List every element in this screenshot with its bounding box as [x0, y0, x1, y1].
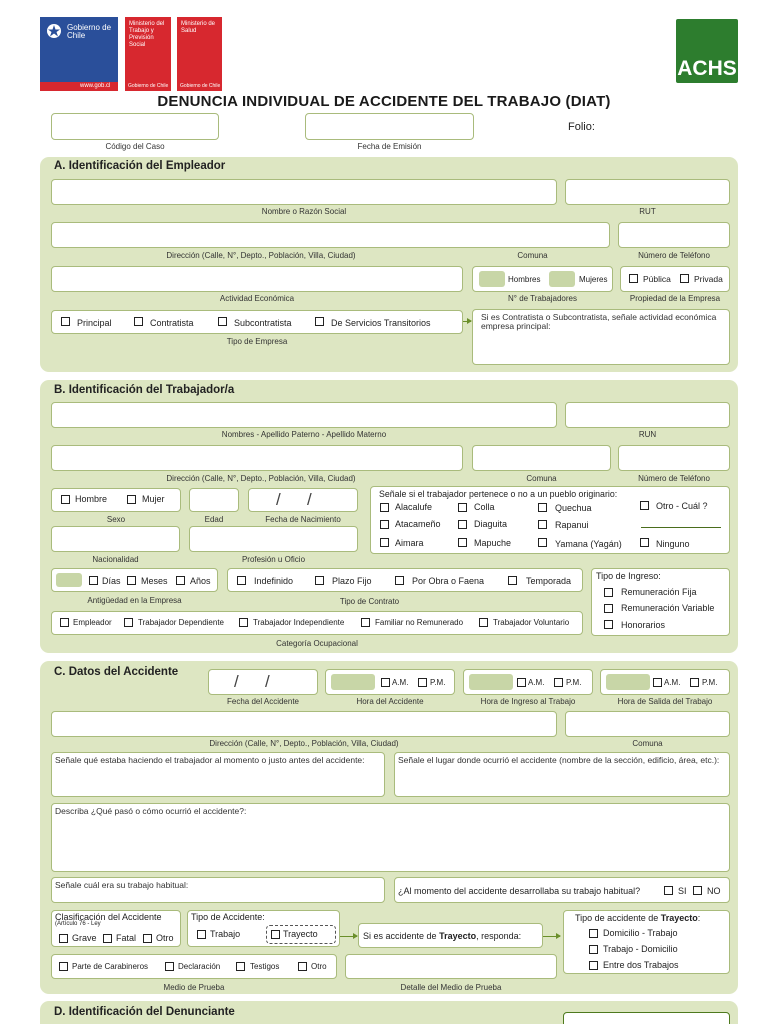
trabajo-text: Ministerio del Trabajo y Previsión Social	[129, 21, 165, 48]
indefinido-label: Indefinido	[254, 576, 294, 586]
familiar-checkbox[interactable]	[361, 618, 370, 627]
carabineros-label: Parte de Carabineros	[72, 962, 149, 971]
trayecto-label: Trayecto	[283, 929, 318, 939]
otro-medio-checkbox[interactable]	[298, 962, 307, 971]
section-d-heading: D. Identificación del Denunciante	[54, 1006, 235, 1018]
hora-ingreso-pm-checkbox[interactable]	[554, 678, 563, 687]
categoria-label: Categoría Ocupacional	[276, 638, 358, 648]
actividad-principal-note: Si es Contratista o Subcontratista, señale actividad económica empresa principal:	[481, 312, 717, 331]
testigos-checkbox[interactable]	[236, 962, 245, 971]
hombre-checkbox[interactable]	[61, 495, 70, 504]
entre-trabajos-checkbox[interactable]	[589, 961, 598, 970]
meses-checkbox[interactable]	[127, 576, 136, 585]
hombres-label: Hombres	[508, 275, 541, 284]
fatal-checkbox[interactable]	[103, 934, 112, 943]
carabineros-checkbox[interactable]	[59, 962, 68, 971]
profesion-field[interactable]	[189, 526, 358, 552]
fecha-emision-field[interactable]	[305, 113, 474, 140]
section-a-heading: A. Identificación del Empleador	[54, 160, 226, 172]
ministerio-salud-logo	[177, 17, 222, 91]
describa-label: Describa ¿Qué pasó o cómo ocurrió el accidente?:	[55, 806, 247, 816]
quechua-checkbox[interactable]	[538, 503, 547, 512]
hora-salida-input[interactable]	[606, 674, 650, 690]
profesion-label: Profesión u Oficio	[241, 554, 306, 564]
hombre-label: Hombre	[75, 494, 108, 504]
colla-checkbox[interactable]	[458, 503, 467, 512]
no-label: NO	[707, 886, 721, 896]
honorarios-checkbox[interactable]	[604, 620, 613, 629]
yamana-label: Yamana (Yagán)	[555, 539, 622, 549]
ministerio-trabajo-logo	[125, 17, 171, 91]
comuna-trabajador-label: Comuna	[526, 473, 557, 483]
fecha-accidente-label: Fecha del Accidente	[227, 696, 299, 706]
mujeres-input[interactable]	[549, 271, 575, 287]
obra-checkbox[interactable]	[395, 576, 404, 585]
hora-salida-am-checkbox[interactable]	[653, 678, 662, 687]
comuna-trabajador-field[interactable]	[472, 445, 611, 471]
direccion-empleador-label: Dirección (Calle, N°, Depto., Población, Villa, Ciudad)	[166, 250, 356, 260]
subcontratista-checkbox[interactable]	[218, 317, 227, 326]
antiguedad-input[interactable]	[56, 573, 82, 587]
dependiente-checkbox[interactable]	[124, 618, 133, 627]
principal-label: Principal	[77, 318, 112, 328]
voluntario-label: Trabajador Voluntario	[493, 618, 570, 627]
telefono-empleador-label: Número de Teléfono	[638, 250, 710, 260]
medio-prueba-label: Medio de Prueba	[163, 982, 225, 992]
pm-label-3: P.M.	[702, 678, 718, 687]
otro-pueblo-checkbox[interactable]	[640, 501, 649, 510]
pm-label-1: P.M.	[430, 678, 446, 687]
codigo-caso-label: Código del Caso	[105, 141, 165, 151]
direccion-trabajador-label: Dirección (Calle, N°, Depto., Población, Villa, Ciudad)	[166, 473, 356, 483]
entre-trabajos-label: Entre dos Trabajos	[603, 960, 679, 970]
dias-label: Días	[102, 576, 121, 586]
tipo-contrato-label: Tipo de Contrato	[339, 596, 400, 606]
hora-ingreso-input[interactable]	[469, 674, 513, 690]
dependiente-label: Trabajador Dependiente	[138, 618, 224, 627]
anos-label: Años	[190, 576, 211, 586]
habitual-label: Señale cuál era su trabajo habitual:	[55, 880, 189, 890]
declaracion-checkbox[interactable]	[165, 962, 174, 971]
alacalufe-label: Alacalufe	[395, 502, 433, 512]
independiente-label: Trabajador Independiente	[253, 618, 345, 627]
testigos-label: Testigos	[250, 962, 280, 971]
mujeres-label: Mujeres	[579, 275, 608, 284]
codigo-caso-field[interactable]	[51, 113, 219, 140]
privada-checkbox[interactable]	[680, 274, 689, 283]
anos-checkbox[interactable]	[176, 576, 185, 585]
nombres-trabajador-field[interactable]	[51, 402, 557, 428]
mujer-label: Mujer	[142, 494, 165, 504]
obra-label: Por Obra o Faena	[412, 576, 485, 586]
hora-ingreso-am-checkbox[interactable]	[517, 678, 526, 687]
gobierno-logo	[40, 17, 118, 91]
comuna-accidente-field[interactable]	[565, 711, 730, 737]
gob-url: www.gob.cl	[80, 83, 111, 89]
nombres-label: Nombres - Apellido Paterno - Apellido Materno	[221, 429, 387, 439]
salud-sub: Gobierno de Chile	[180, 83, 221, 89]
colla-label: Colla	[474, 502, 495, 512]
comuna-empleador-label: Comuna	[517, 250, 548, 260]
trabajo-sub: Gobierno de Chile	[128, 83, 169, 89]
trayecto-checkbox[interactable]	[271, 930, 280, 939]
hora-accidente-pm-checkbox[interactable]	[418, 678, 427, 687]
hora-accidente-label: Hora del Accidente	[356, 696, 424, 706]
clasificacion-label: Clasificación del Accidente	[55, 912, 162, 922]
hora-accidente-am-checkbox[interactable]	[381, 678, 390, 687]
nacimiento-label: Fecha de Nacimiento	[265, 514, 341, 524]
chile-emblem-icon	[44, 22, 64, 40]
run-label: RUN	[638, 429, 657, 439]
mapuche-label: Mapuche	[474, 538, 512, 548]
meses-label: Meses	[141, 576, 168, 586]
principal-checkbox[interactable]	[61, 317, 70, 326]
honorarios-label: Honorarios	[621, 620, 666, 630]
aimara-label: Aimara	[395, 538, 424, 548]
tipo-empresa-label: Tipo de Empresa	[226, 336, 288, 346]
plazo-fijo-checkbox[interactable]	[315, 576, 324, 585]
contratista-checkbox[interactable]	[134, 317, 143, 326]
privada-label: Privada	[694, 274, 723, 284]
familiar-label: Familiar no Remunerado	[375, 618, 464, 627]
n-trabajadores-label: N° de Trabajadores	[508, 293, 577, 303]
pueblo-question: Señale si el trabajador pertenece o no a un pueblo originario:	[379, 489, 618, 499]
achs-text: ACHS	[677, 57, 737, 80]
am-label-2: A.M.	[528, 678, 545, 687]
salud-text: Ministerio de Salud	[181, 21, 216, 34]
si-label: SI	[678, 886, 687, 896]
fecha-emision-label: Fecha de Emisión	[357, 141, 422, 151]
antiguedad-label: Antigüedad en la Empresa	[87, 595, 182, 605]
direccion-trabajador-field[interactable]	[51, 445, 463, 471]
hora-ingreso-label: Hora de Ingreso al Trabajo	[480, 696, 576, 706]
rem-fija-label: Remuneración Fija	[621, 587, 697, 597]
atacameno-label: Atacameño	[395, 519, 441, 529]
rut-field[interactable]	[565, 179, 730, 205]
fatal-label: Fatal	[116, 933, 137, 943]
si-trayecto-label: Si es accidente de Trayecto, responda:	[363, 931, 522, 941]
run-field[interactable]	[565, 402, 730, 428]
page-title: DENUNCIA INDIVIDUAL DE ACCIDENTE DEL TRABAJO (DIAT)	[157, 93, 611, 110]
telefono-trabajador-field[interactable]	[618, 445, 730, 471]
trabajo-checkbox[interactable]	[197, 930, 206, 939]
mujer-checkbox[interactable]	[127, 495, 136, 504]
edad-field[interactable]	[189, 488, 239, 512]
plazo-fijo-label: Plazo Fijo	[332, 576, 372, 586]
rem-variable-label: Remuneración Variable	[621, 603, 715, 613]
am-label-1: A.M.	[392, 678, 409, 687]
tipo-trayecto-label: Tipo de accidente de Trayecto:	[575, 913, 701, 923]
hora-accidente-input[interactable]	[331, 674, 375, 690]
propiedad-label: Propiedad de la Empresa	[629, 293, 721, 303]
otro-clasif-checkbox[interactable]	[143, 934, 152, 943]
gobierno-text: Gobierno de Chile	[67, 23, 112, 40]
alacalufe-checkbox[interactable]	[380, 503, 389, 512]
section-d-field[interactable]	[563, 1012, 730, 1024]
otro-clasif-label: Otro	[156, 933, 174, 943]
otro-medio-label: Otro	[311, 962, 327, 971]
fecha-accidente-field[interactable]	[208, 669, 318, 695]
grave-label: Grave	[72, 933, 97, 943]
nacionalidad-label: Nacionalidad	[92, 554, 139, 564]
quechua-label: Quechua	[555, 503, 592, 513]
transitorios-checkbox[interactable]	[315, 317, 324, 326]
telefono-empleador-field[interactable]	[618, 222, 730, 248]
trabajo-label: Trabajo	[210, 929, 241, 939]
temporada-label: Temporada	[526, 576, 572, 586]
diaguita-label: Diaguita	[474, 519, 508, 529]
razon-social-field[interactable]	[51, 179, 557, 205]
achs-logo	[676, 19, 738, 83]
subcontratista-label: Subcontratista	[234, 318, 292, 328]
dom-trab-label: Domicilio - Trabajo	[603, 928, 678, 938]
declaracion-label: Declaración	[178, 962, 221, 971]
no-checkbox[interactable]	[693, 886, 702, 895]
hora-salida-label: Hora de Salida del Trabajo	[617, 696, 713, 706]
hombres-input[interactable]	[479, 271, 505, 287]
empleador-label: Empleador	[73, 618, 112, 627]
grave-checkbox[interactable]	[59, 934, 68, 943]
razon-social-label: Nombre o Razón Social	[261, 206, 347, 216]
si-checkbox[interactable]	[664, 886, 673, 895]
telefono-trabajador-label: Número de Teléfono	[638, 473, 710, 483]
ninguno-label: Ninguno	[656, 539, 690, 549]
hora-salida-pm-checkbox[interactable]	[690, 678, 699, 687]
tipo-ingreso-label: Tipo de Ingreso:	[596, 571, 661, 581]
aimara-checkbox[interactable]	[380, 538, 389, 547]
temporada-checkbox[interactable]	[508, 576, 517, 585]
ninguno-checkbox[interactable]	[640, 538, 649, 547]
nacimiento-field[interactable]	[248, 488, 358, 512]
diaguita-checkbox[interactable]	[458, 520, 467, 529]
dias-checkbox[interactable]	[89, 576, 98, 585]
indefinido-checkbox[interactable]	[237, 576, 246, 585]
voluntario-checkbox[interactable]	[479, 618, 488, 627]
mapuche-checkbox[interactable]	[458, 538, 467, 547]
direccion-accidente-label: Dirección (Calle, N°, Depto., Población, Villa, Ciudad)	[209, 738, 399, 748]
momento-label: ¿Al momento del accidente desarrollaba su trabajo habitual?	[398, 886, 641, 896]
comuna-accidente-label: Comuna	[632, 738, 663, 748]
am-label-3: A.M.	[664, 678, 681, 687]
publica-label: Pública	[643, 274, 671, 284]
atacameno-checkbox[interactable]	[380, 520, 389, 529]
trab-dom-label: Trabajo - Domicilio	[603, 944, 678, 954]
detalle-medio-label: Detalle del Medio de Prueba	[400, 982, 502, 992]
yamana-checkbox[interactable]	[538, 538, 547, 547]
actividad-economica-field[interactable]	[51, 266, 463, 292]
independiente-checkbox[interactable]	[239, 618, 248, 627]
folio-label: Folio:	[568, 121, 595, 133]
sexo-label: Sexo	[106, 514, 126, 524]
direccion-empleador-field[interactable]	[51, 222, 610, 248]
edad-label: Edad	[204, 514, 224, 524]
rem-variable-checkbox[interactable]	[604, 604, 613, 613]
empleador-checkbox[interactable]	[60, 618, 69, 627]
tipo-accidente-label: Tipo de Accidente:	[191, 912, 265, 922]
haciendo-label: Señale qué estaba haciendo el trabajador al momento o justo antes del accidente:	[55, 755, 365, 765]
articulo-label: (Artículo 76 - Ley	[55, 921, 101, 927]
detalle-medio-field[interactable]	[345, 954, 557, 979]
rapanui-checkbox[interactable]	[538, 520, 547, 529]
rut-label: RUT	[639, 206, 656, 216]
direccion-accidente-field[interactable]	[51, 711, 557, 737]
lugar-label: Señale el lugar donde ocurrió el accidente (nombre de la sección, edificio, área, etc.):	[398, 755, 720, 765]
contratista-label: Contratista	[150, 318, 194, 328]
otro-pueblo-label: Otro - Cuál ?	[656, 501, 708, 511]
dom-trab-checkbox[interactable]	[589, 929, 598, 938]
otro-cual-line[interactable]	[641, 527, 721, 528]
publica-checkbox[interactable]	[629, 274, 638, 283]
nacionalidad-field[interactable]	[51, 526, 180, 552]
section-c-heading: C. Datos del Accidente	[54, 666, 179, 678]
rem-fija-checkbox[interactable]	[604, 588, 613, 597]
rapanui-label: Rapanui	[555, 520, 589, 530]
section-b-heading: B. Identificación del Trabajador/a	[54, 384, 235, 396]
trab-dom-checkbox[interactable]	[589, 945, 598, 954]
actividad-label: Actividad Económica	[219, 293, 295, 303]
pm-label-2: P.M.	[566, 678, 582, 687]
transitorios-label: De Servicios Transitorios	[331, 318, 431, 328]
